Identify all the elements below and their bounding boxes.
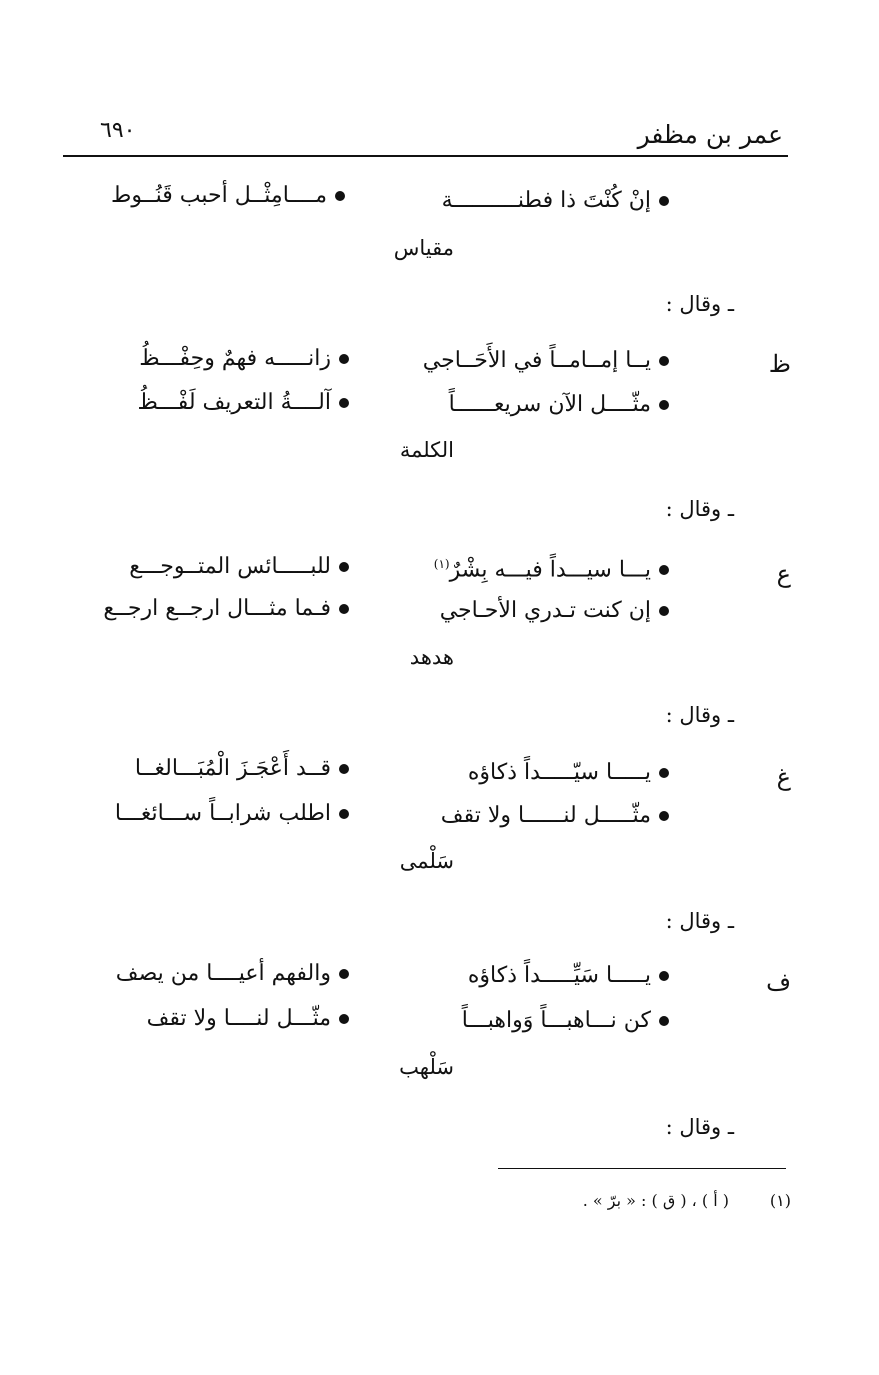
section-intro: ـ وقال :: [665, 292, 734, 316]
header-rule: [63, 155, 788, 157]
answer-word: مقياس: [393, 236, 454, 260]
section-letter: ع: [776, 560, 791, 588]
section-letter: ظ: [768, 350, 791, 378]
verse-left: زانـــــه فهمٌ وحِفْـــظُ: [139, 348, 349, 370]
verse-left: والفهم أعيــــا من يصف: [116, 963, 349, 985]
section-intro: ـ وقال :: [665, 909, 734, 933]
verse-left: قــد أَعْجَـزَ الْمُبَـــالغــا: [135, 758, 349, 780]
bullet-icon: [659, 565, 669, 575]
bullet-icon: [339, 398, 349, 408]
running-head-author: عمر بن مظفر: [637, 120, 783, 149]
bullet-icon: [339, 969, 349, 979]
bullet-icon: [335, 191, 345, 201]
verse-right: كن نـــاهبـــاً وَواهبـــاً: [462, 1010, 669, 1032]
page-number: ٦٩٠: [100, 118, 136, 143]
footnote-number: (١): [769, 1191, 791, 1210]
footnote-text: ( أ ) ، ( ق ) : « برّ » .: [582, 1191, 729, 1210]
verse-right: إنْ كُنْتَ ذا فطنــــــــــة: [442, 190, 669, 212]
bullet-icon: [659, 356, 669, 366]
section-intro: ـ وقال :: [665, 497, 734, 521]
bullet-icon: [659, 768, 669, 778]
verse-right: مثّــــل الآن سريعــــــاً: [449, 394, 669, 416]
verse-right: مثّـــــل لنــــــا ولا تقف: [441, 805, 669, 827]
bullet-icon: [659, 811, 669, 821]
verse-left: للبـــــائس المتــوجـــع: [129, 556, 349, 578]
bullet-icon: [659, 400, 669, 410]
section-letter: ف: [766, 968, 791, 996]
verse-right: يـــا سيـــداً فيـــه بِشْرٌ$^{(١)}$: [434, 558, 669, 581]
section-intro: ـ وقال :: [665, 703, 734, 727]
verse-left: آلــــةُ التعريف لَفْـــظُ: [137, 392, 349, 414]
verse-right: يـــــا سيّـــــداً ذكاؤه: [468, 762, 669, 784]
bullet-icon: [659, 1016, 669, 1026]
section-intro: ـ وقال :: [665, 1115, 734, 1139]
verse-right: يــا إمــامــاً في الأَحَــاجي: [423, 350, 669, 372]
verse-left: مثّـــل لنــــا ولا تقف: [147, 1008, 349, 1030]
bullet-icon: [339, 354, 349, 364]
verse-right: إن كنت تـدري الأحـاجي: [440, 600, 669, 622]
verse-left: اطلب شرابــاً ســـائغـــا: [115, 803, 349, 825]
bullet-icon: [339, 562, 349, 572]
section-letter: غ: [776, 763, 791, 791]
verse-left: مــــامِثْــل أحبب قَنُــوط: [111, 185, 345, 207]
bullet-icon: [339, 1014, 349, 1024]
verse-right: يـــــا سَيِّـــــداً ذكاؤه: [468, 965, 669, 987]
bullet-icon: [339, 809, 349, 819]
answer-word: سَلْمى: [399, 849, 454, 873]
answer-word: هدهد: [409, 645, 454, 669]
verse-left: فـما مثـــال ارجــع ارجــع: [103, 598, 349, 620]
bullet-icon: [659, 971, 669, 981]
answer-word: سَلْهب: [399, 1055, 454, 1079]
bullet-icon: [659, 196, 669, 206]
bullet-icon: [339, 764, 349, 774]
answer-word: الكلمة: [399, 438, 454, 462]
bullet-icon: [659, 606, 669, 616]
bullet-icon: [339, 604, 349, 614]
footnote-rule: [498, 1168, 786, 1169]
footnote-marker: (١): [433, 557, 450, 571]
